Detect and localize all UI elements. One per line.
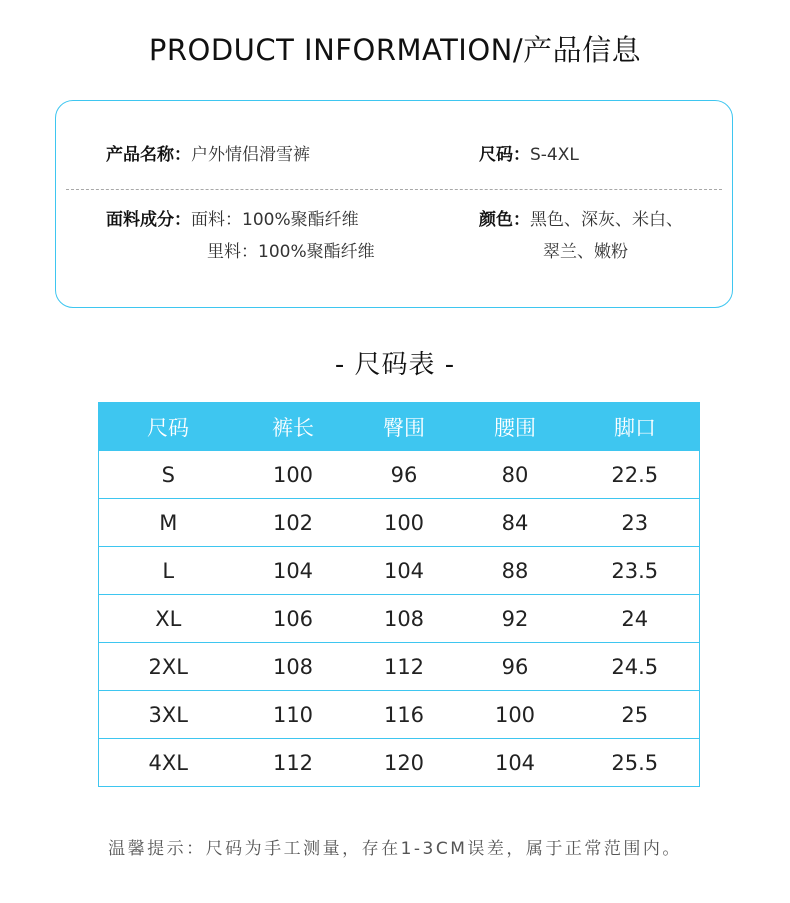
size-range-value: S-4XL bbox=[530, 145, 579, 165]
table-cell: 92 bbox=[460, 595, 571, 643]
table-cell: 80 bbox=[460, 451, 571, 499]
table-cell: 100 bbox=[238, 451, 349, 499]
table-cell: 112 bbox=[238, 739, 349, 787]
fabric-row-2 bbox=[207, 236, 375, 268]
table-cell: 116 bbox=[349, 691, 460, 739]
fabric-lining-value: 里料：100%聚酯纤维 bbox=[207, 242, 375, 262]
table-cell: 96 bbox=[460, 643, 571, 691]
table-cell: 110 bbox=[238, 691, 349, 739]
table-row bbox=[99, 547, 700, 595]
table-row bbox=[99, 451, 700, 499]
table-cell: 88 bbox=[460, 547, 571, 595]
table-cell: 120 bbox=[349, 739, 460, 787]
product-info-card bbox=[55, 100, 733, 308]
size-chart-title: - 尺码表 - bbox=[334, 350, 456, 380]
table-cell: 104 bbox=[460, 739, 571, 787]
table-cell: 2XL bbox=[99, 643, 238, 691]
table-cell: 23.5 bbox=[571, 547, 700, 595]
fabric-label: 面料成分： bbox=[106, 210, 191, 230]
table-row bbox=[99, 691, 700, 739]
table-cell: 104 bbox=[238, 547, 349, 595]
table-cell: 102 bbox=[238, 499, 349, 547]
product-name-label: 产品名称： bbox=[106, 145, 191, 165]
color-row-2 bbox=[543, 236, 628, 268]
fabric-outer-value: 面料：100%聚酯纤维 bbox=[191, 210, 359, 230]
color-value-line1: 黑色、深灰、米白、 bbox=[530, 210, 683, 230]
table-cell: 104 bbox=[349, 547, 460, 595]
header-leg-opening: 脚口 bbox=[571, 403, 700, 451]
table-row bbox=[99, 643, 700, 691]
measurement-note: 温馨提示：尺码为手工测量，存在1-3CM误差，属于正常范围内。 bbox=[108, 839, 682, 859]
table-cell: 24 bbox=[571, 595, 700, 643]
page-title: PRODUCT INFORMATION/产品信息 bbox=[148, 33, 642, 67]
table-cell: 100 bbox=[349, 499, 460, 547]
color-value-line2: 翠兰、嫩粉 bbox=[543, 242, 628, 262]
table-cell: 3XL bbox=[99, 691, 238, 739]
table-cell: 22.5 bbox=[571, 451, 700, 499]
header-waist: 腰围 bbox=[460, 403, 571, 451]
table-cell: S bbox=[99, 451, 238, 499]
table-cell: 112 bbox=[349, 643, 460, 691]
header-size: 尺码 bbox=[99, 403, 238, 451]
table-cell: 23 bbox=[571, 499, 700, 547]
color-label: 颜色： bbox=[479, 210, 530, 230]
product-name-value: 户外情侣滑雪裤 bbox=[191, 145, 310, 165]
table-cell: 108 bbox=[349, 595, 460, 643]
size-range-label: 尺码： bbox=[479, 145, 530, 165]
fabric-row bbox=[106, 204, 359, 236]
table-row bbox=[99, 499, 700, 547]
header-pants-length: 裤长 bbox=[238, 403, 349, 451]
table-cell: 84 bbox=[460, 499, 571, 547]
table-cell: 108 bbox=[238, 643, 349, 691]
table-cell: 96 bbox=[349, 451, 460, 499]
table-cell: 25.5 bbox=[571, 739, 700, 787]
table-header-row bbox=[99, 403, 700, 451]
size-chart-table bbox=[98, 402, 700, 787]
size-range-row bbox=[479, 139, 579, 171]
table-cell: 106 bbox=[238, 595, 349, 643]
product-name-row bbox=[106, 139, 310, 171]
table-cell: 24.5 bbox=[571, 643, 700, 691]
color-row bbox=[479, 204, 683, 236]
table-cell: 100 bbox=[460, 691, 571, 739]
table-cell: 25 bbox=[571, 691, 700, 739]
header-hip: 臀围 bbox=[349, 403, 460, 451]
dashed-divider bbox=[66, 189, 722, 190]
table-cell: L bbox=[99, 547, 238, 595]
table-cell: XL bbox=[99, 595, 238, 643]
table-cell: M bbox=[99, 499, 238, 547]
table-cell: 4XL bbox=[99, 739, 238, 787]
table-row bbox=[99, 739, 700, 787]
table-row bbox=[99, 595, 700, 643]
